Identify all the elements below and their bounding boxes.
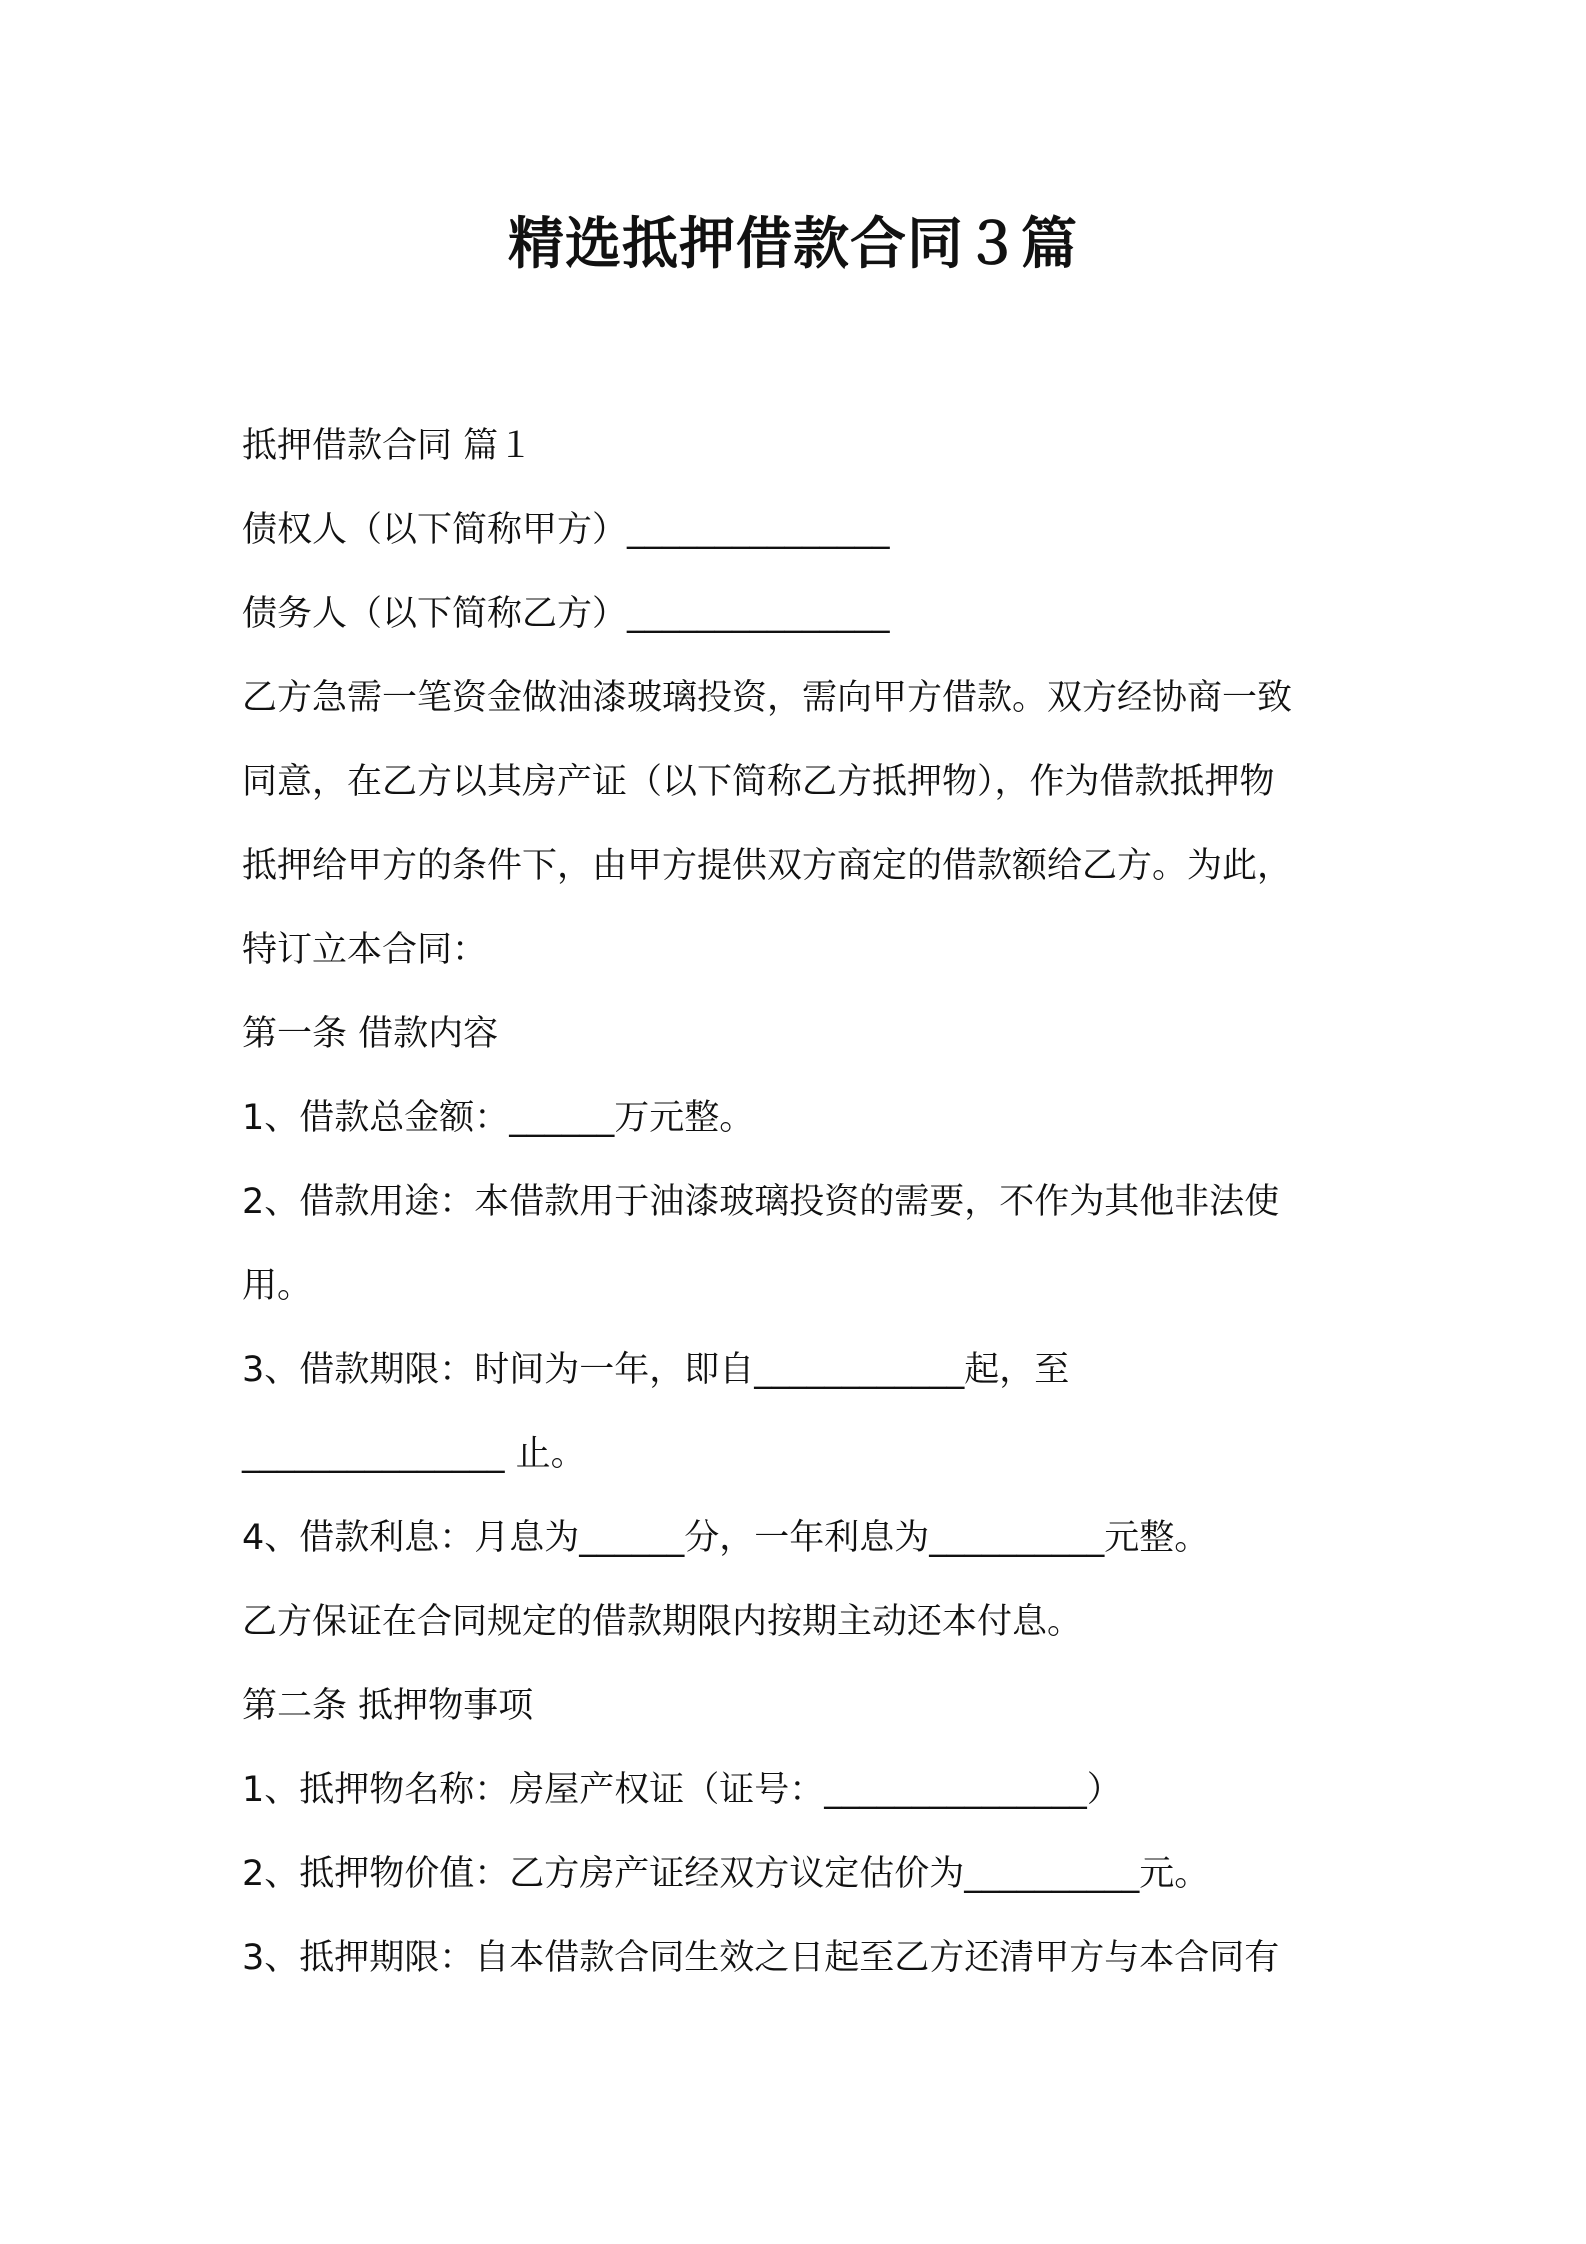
creditor-line: 债权人（以下简称甲方）_______________ xyxy=(242,510,890,550)
document-title: 精选抵押借款合同３篇 xyxy=(508,212,1078,277)
clause-line: _______________ 止。 xyxy=(242,1434,586,1474)
clause-line: 4、借款利息：月息为______分，一年利息为__________元整。 xyxy=(242,1518,1210,1558)
section-heading: 抵押借款合同 篇１ xyxy=(242,426,534,466)
clause-line: 3、抵押期限：自本借款合同生效之日起至乙方还清甲方与本合同有 xyxy=(242,1938,1280,1978)
clause-line: 用。 xyxy=(242,1266,313,1306)
clause-line: 2、借款用途：本借款用于油漆玻璃投资的需要，不作为其他非法使 xyxy=(242,1182,1280,1222)
debtor-line: 债务人（以下简称乙方）_______________ xyxy=(242,594,890,634)
article-heading: 第二条 抵押物事项 xyxy=(242,1686,534,1726)
paragraph-line: 乙方急需一笔资金做油漆玻璃投资，需向甲方借款。双方经协商一致 xyxy=(242,678,1293,718)
paragraph-line: 抵押给甲方的条件下，由甲方提供双方商定的借款额给乙方。为此， xyxy=(242,846,1293,886)
clause-line: 2、抵押物价值：乙方房产证经双方议定估价为__________元。 xyxy=(242,1854,1210,1894)
clause-line: 1、借款总金额：______万元整。 xyxy=(242,1098,755,1138)
article-heading: 第一条 借款内容 xyxy=(242,1014,499,1054)
paragraph-line: 特订立本合同： xyxy=(242,930,488,970)
paragraph-line: 同意，在乙方以其房产证（以下简称乙方抵押物），作为借款抵押物 xyxy=(242,762,1275,802)
clause-line: 1、抵押物名称：房屋产权证（证号：_______________） xyxy=(242,1770,1122,1810)
document-body xyxy=(242,404,1362,2000)
clause-line: 3、借款期限：时间为一年，即自____________起，至 xyxy=(242,1350,1070,1390)
paragraph-line: 乙方保证在合同规定的借款期限内按期主动还本付息。 xyxy=(242,1602,1083,1642)
